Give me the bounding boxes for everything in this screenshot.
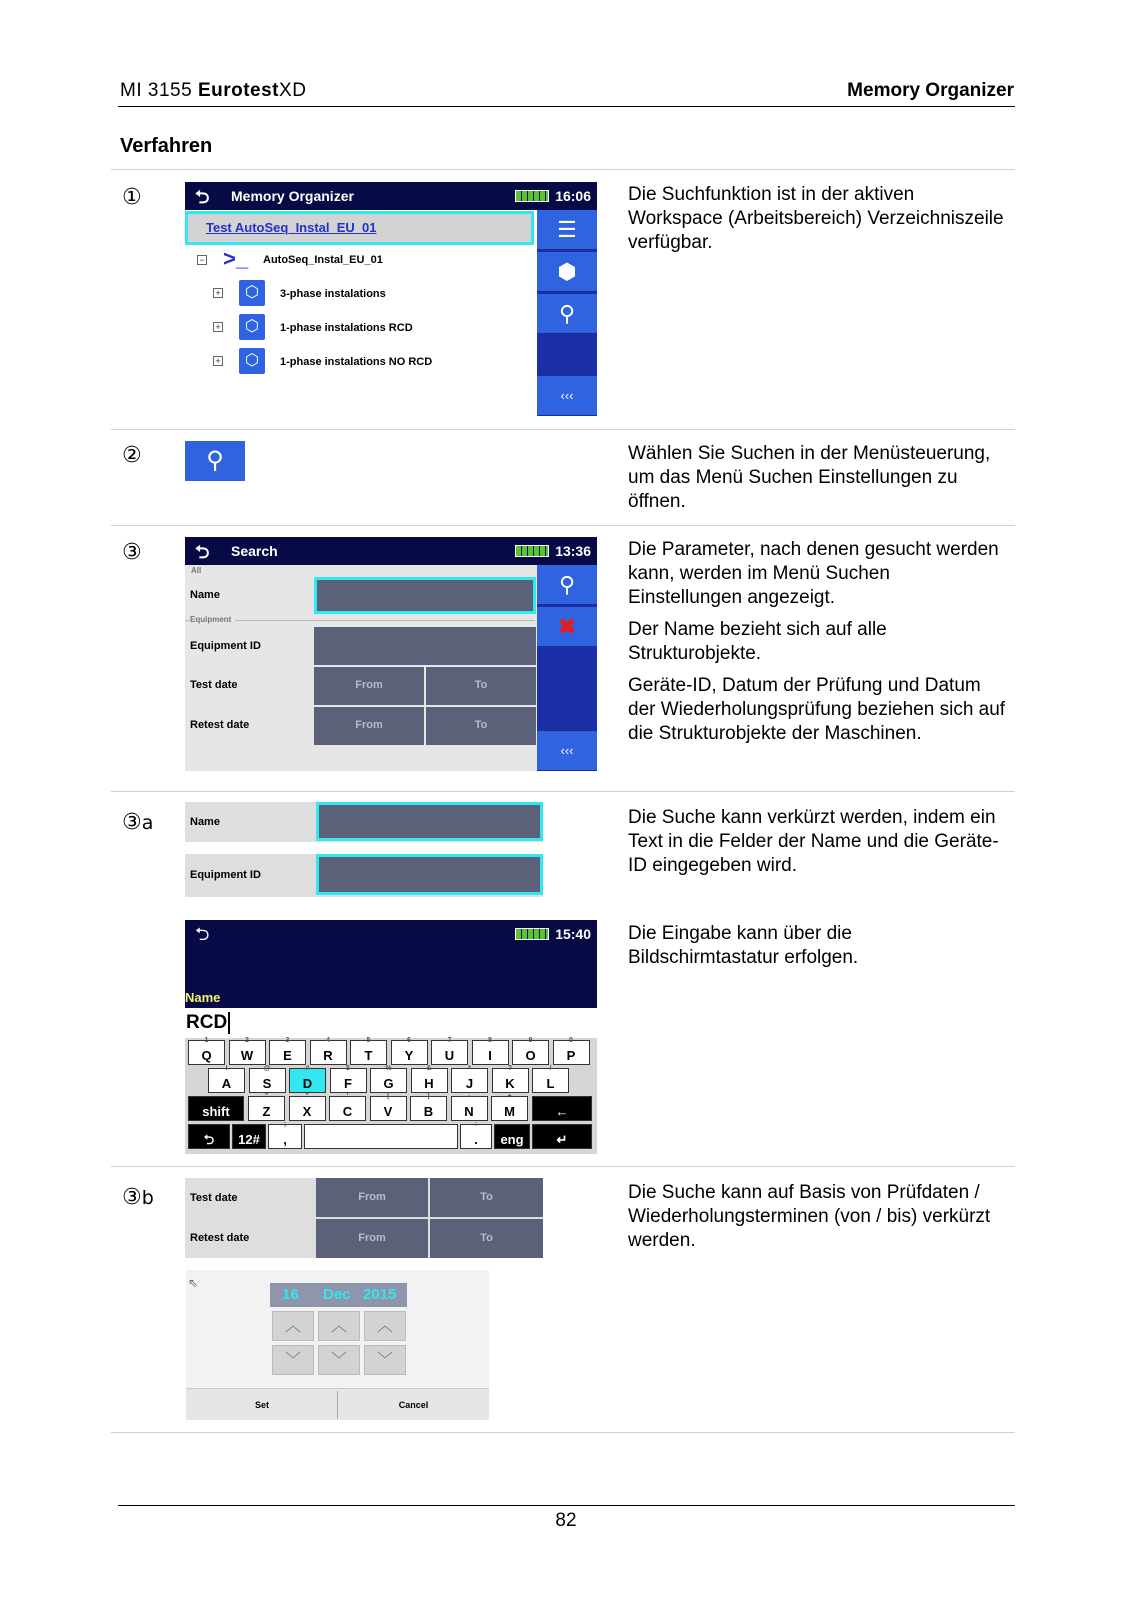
key-label: V xyxy=(383,1104,393,1119)
day-down-button[interactable]: ﹀ xyxy=(272,1345,314,1375)
key-m[interactable] xyxy=(491,1093,528,1121)
dot-key[interactable] xyxy=(460,1121,492,1149)
key-secondary-label: ( xyxy=(386,1093,390,1100)
empty-slot xyxy=(537,649,597,731)
battery-icon xyxy=(515,928,549,940)
name-label: Name xyxy=(190,589,220,601)
memory-organizer-screen xyxy=(185,182,597,416)
key-label: shift xyxy=(202,1104,230,1119)
footer-rule xyxy=(118,1505,1015,1506)
key-label: Y xyxy=(404,1048,414,1063)
clear-icon[interactable]: ✖ xyxy=(537,607,597,647)
more-options-icon[interactable]: ‹‹‹ xyxy=(537,376,597,416)
key-secondary-label: $ xyxy=(346,1065,350,1072)
key-label: H xyxy=(424,1076,434,1091)
section-title: Verfahren xyxy=(120,135,213,157)
key-secondary-label: 9 xyxy=(528,1037,533,1044)
key-secondary-label: 2 xyxy=(245,1037,249,1044)
year-up-button[interactable]: ︿ xyxy=(364,1311,406,1341)
header-chapter: Memory Organizer xyxy=(847,80,1014,101)
step-description: Die Suche kann auf Basis von Prüfdaten / Wiederholungsterminen (von / bis) verkürzt werden. xyxy=(628,1182,991,1251)
key-label: F xyxy=(344,1076,352,1091)
key-secondary-label: ? xyxy=(507,1065,513,1072)
header-product: MI 3155 EurotestXD xyxy=(120,80,307,101)
key-secondary-label: / xyxy=(549,1065,552,1072)
key-secondary-label: 8 xyxy=(488,1037,492,1044)
battery-icon xyxy=(515,190,549,202)
expand-icon[interactable]: + xyxy=(213,356,223,366)
tree-item[interactable]: 3-phase instalations xyxy=(280,288,386,300)
comma-key[interactable] xyxy=(268,1121,302,1149)
battery-icon xyxy=(515,545,549,557)
cursor-icon: ⇖ xyxy=(188,1276,199,1290)
key-secondary-label: : xyxy=(474,1121,478,1128)
key-label: M xyxy=(504,1104,515,1119)
space-key[interactable] xyxy=(304,1124,458,1149)
equipment-id-row: Equipment ID xyxy=(185,854,543,897)
test-date-to-field[interactable]: To xyxy=(430,1178,543,1217)
key-label: ↵ xyxy=(556,1132,568,1147)
step-description: Die Eingabe kann über die Bildschirmtastatur erfolgen. xyxy=(628,923,859,968)
key-label: 12# xyxy=(238,1132,260,1147)
key-secondary-label: " xyxy=(305,1093,309,1100)
key-secondary-label: 0 xyxy=(569,1037,573,1044)
control-sidebar xyxy=(537,210,597,416)
back-icon[interactable]: ⮌ xyxy=(195,924,210,944)
key-v[interactable] xyxy=(370,1093,407,1121)
test-date-to-field[interactable]: To xyxy=(426,667,536,705)
key-secondary-label: + xyxy=(507,1093,512,1100)
divider xyxy=(111,1166,1015,1167)
year-down-button[interactable]: ﹀ xyxy=(364,1345,406,1375)
key-a[interactable] xyxy=(208,1065,245,1093)
key-secondary-label: 3 xyxy=(285,1037,290,1044)
retest-date-from-field[interactable]: From xyxy=(316,1219,428,1258)
key-label: I xyxy=(488,1048,492,1063)
key-label: ← xyxy=(555,1104,569,1119)
key-secondary-label: ) xyxy=(427,1093,430,1100)
search-icon[interactable]: ⚲ xyxy=(537,294,597,334)
name-field[interactable] xyxy=(314,577,536,614)
key-l[interactable] xyxy=(532,1065,569,1093)
backspace-key[interactable] xyxy=(532,1096,592,1121)
key-label: , xyxy=(283,1132,287,1147)
key-secondary-label: ' xyxy=(346,1093,349,1100)
step-number: ③ xyxy=(122,540,142,565)
cube-icon: ⬡ xyxy=(239,314,265,340)
key-secondary-label: * xyxy=(468,1065,471,1072)
key-label: X xyxy=(302,1104,312,1119)
header-rule xyxy=(118,106,1015,107)
keyboard-screen xyxy=(185,920,597,1154)
key-label: W xyxy=(240,1048,254,1063)
search-settings-screen xyxy=(185,537,597,771)
divider xyxy=(111,429,1015,430)
step-number: ② xyxy=(122,443,142,468)
equipment-id-label: Equipment ID xyxy=(190,640,261,652)
expand-icon[interactable]: + xyxy=(213,288,223,298)
key-secondary-label: 1 xyxy=(204,1037,209,1044)
key-secondary-label: " xyxy=(264,1093,269,1100)
key-secondary-label: ; xyxy=(283,1121,287,1128)
step-description: Die Suche kann verkürzt werden, indem ein Text in die Felder der Name und die Geräte-ID eingegeben wird. xyxy=(628,807,999,876)
key-label: Q xyxy=(201,1048,212,1063)
cube-icon: ⬡ xyxy=(239,348,265,374)
expand-icon[interactable]: + xyxy=(213,322,223,332)
name-field[interactable] xyxy=(316,802,543,841)
key-label: N xyxy=(464,1104,474,1119)
key-secondary-label: ! xyxy=(225,1065,228,1072)
control-sidebar xyxy=(537,565,597,771)
key-label: O xyxy=(525,1048,536,1063)
retest-date-from-field[interactable]: From xyxy=(314,707,424,745)
step-number: ③a xyxy=(122,810,154,835)
group-label: All xyxy=(191,566,202,575)
key-secondary-label: 5 xyxy=(366,1037,371,1044)
test-date-from-field[interactable]: From xyxy=(314,667,424,705)
test-date-from-field[interactable]: From xyxy=(316,1178,428,1217)
key-secondary-label: % xyxy=(385,1065,392,1072)
key-secondary-label: 4 xyxy=(326,1037,330,1044)
key-label: D xyxy=(302,1076,313,1091)
key-secondary-label: 7 xyxy=(447,1037,452,1044)
workspace-row[interactable]: Test AutoSeq_Instal_EU_01 xyxy=(185,211,534,245)
key-label: eng xyxy=(500,1132,524,1147)
key-label: . xyxy=(474,1132,478,1147)
tree-view-icon[interactable]: ☰ xyxy=(537,210,597,250)
step-description: Wählen Sie Suchen in der Menüsteuerung, um das Menü Suchen Einstellungen zu öffnen. xyxy=(628,443,991,512)
date-rows: Test date From To Retest date From To xyxy=(185,1178,543,1258)
divider xyxy=(111,791,1015,792)
key-label: R xyxy=(323,1048,333,1063)
key-secondary-label: - xyxy=(467,1093,471,1100)
title-bar: ⮌ Search 13:36 xyxy=(185,537,597,565)
cancel-button[interactable]: Cancel xyxy=(398,1400,429,1410)
enter-key[interactable] xyxy=(532,1124,592,1149)
key-secondary-label: # xyxy=(305,1065,310,1072)
key-label: P xyxy=(566,1048,576,1063)
group-label: Equipment xyxy=(190,615,235,624)
cube-icon: ⬡ xyxy=(239,280,265,306)
keyboard-header: ⮌ 15:40 Name xyxy=(185,920,597,1008)
keyboard xyxy=(185,1038,597,1154)
language-key[interactable] xyxy=(494,1124,530,1149)
retest-date-to-field[interactable]: To xyxy=(426,707,536,745)
day-up-button[interactable]: ︿ xyxy=(272,1311,314,1341)
key-secondary-label: 6 xyxy=(407,1037,411,1044)
date-picker xyxy=(186,1270,489,1420)
shift-key[interactable] xyxy=(188,1096,244,1121)
key-secondary-label: & xyxy=(426,1065,432,1072)
key-c[interactable] xyxy=(329,1093,366,1121)
back-icon[interactable]: ⮌ xyxy=(195,542,210,562)
date-display: 16 Dec 2015 xyxy=(270,1283,407,1307)
key-label: E xyxy=(283,1048,292,1063)
divider xyxy=(111,169,1015,170)
key-secondary-label: @ xyxy=(263,1065,271,1072)
name-row: Name xyxy=(185,802,543,842)
key-label: T xyxy=(364,1048,373,1063)
autosequence-icon: >_ xyxy=(223,246,249,271)
key-label: L xyxy=(546,1076,555,1091)
step-number: ① xyxy=(122,185,142,210)
add-object-icon[interactable]: ⬢ xyxy=(537,252,597,292)
divider xyxy=(111,1432,1015,1433)
key-label: G xyxy=(383,1076,394,1091)
page-number: 82 xyxy=(555,1510,577,1531)
key-label: C xyxy=(342,1104,353,1119)
key-b[interactable] xyxy=(410,1093,447,1121)
collapse-icon[interactable]: − xyxy=(197,255,207,265)
retest-date-to-field[interactable]: To xyxy=(430,1219,543,1258)
key-label: ⮌ xyxy=(203,1132,215,1147)
back-key[interactable] xyxy=(188,1124,230,1149)
equipment-id-field[interactable] xyxy=(316,854,543,895)
test-date-label: Test date xyxy=(190,679,238,691)
key-label: B xyxy=(423,1104,434,1119)
tree-item[interactable]: 1-phase instalations NO RCD xyxy=(280,356,433,368)
picker-buttons xyxy=(186,1388,489,1420)
key-label: J xyxy=(465,1076,474,1091)
empty-slot xyxy=(537,336,597,376)
step-description: Die Parameter, nach denen gesucht werden kann, werden im Menü Suchen Einstellungen angezeigt. Der Name bezieht sich auf alle Strukturobjekte. Geräte-ID, Datum der Prüfung und Datum der Wiederholungsprüfung beziehen sich auf die Strukturobjekte der Maschinen. xyxy=(628,539,1006,744)
tree-item[interactable]: 1-phase instalations RCD xyxy=(280,322,413,334)
key-label: Z xyxy=(262,1104,271,1119)
month-up-button[interactable]: ︿ xyxy=(318,1311,360,1341)
divider xyxy=(111,525,1015,526)
month-down-button[interactable]: ﹀ xyxy=(318,1345,360,1375)
retest-date-label: Retest date xyxy=(190,719,250,731)
title-bar: ⮌ Memory Organizer 16:06 xyxy=(185,182,597,210)
mode-key[interactable] xyxy=(232,1124,266,1149)
equipment-id-field[interactable] xyxy=(314,627,536,665)
key-label: S xyxy=(262,1076,272,1091)
key-label: K xyxy=(505,1076,515,1091)
key-label: A xyxy=(221,1076,232,1091)
more-options-icon[interactable]: ‹‹‹ xyxy=(537,731,597,771)
group-divider xyxy=(185,620,535,621)
key-label: U xyxy=(444,1048,455,1063)
step-number: ③b xyxy=(122,1185,154,1210)
text-input[interactable]: RCD xyxy=(185,1008,597,1038)
back-icon[interactable]: ⮌ xyxy=(195,187,210,207)
set-button[interactable]: Set xyxy=(254,1400,269,1410)
field-label: Name xyxy=(185,990,221,1005)
search-icon[interactable]: ⚲ xyxy=(537,565,597,605)
step-description: Die Suchfunktion ist in der aktiven Workspace (Arbeitsbereich) Verzeichniszeile verfügbar. xyxy=(628,184,1004,253)
search-button[interactable]: ⚲ xyxy=(185,441,245,481)
tree-root[interactable]: AutoSeq_Instal_EU_01 xyxy=(263,254,383,266)
